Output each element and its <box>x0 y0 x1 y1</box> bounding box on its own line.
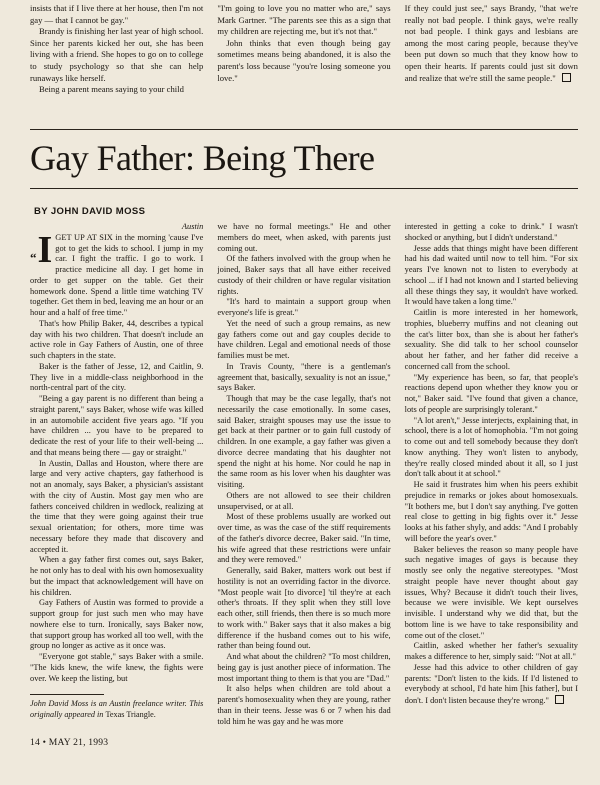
paragraph: "A lot aren't," Jesse interjects, explaining that, in school, there is a lot of homophobia. "I'm not going to come out and tell somebody because they don't know anything. They won't listen to anybody, they're really closed minded about it all, so I just don't talk about it at school." <box>404 415 578 479</box>
page-folio: 14 • MAY 21, 1993 <box>30 737 109 748</box>
open-quote-icon: “ <box>30 249 37 265</box>
paragraph: Caitlin, asked whether her father's sexuality makes a difference to her, simply said: "Not at all." <box>404 641 578 661</box>
paragraph: Caitlin is more interested in her homework, trophies, blueberry muffins and not cleaning out the cat's litter box, than she is about her father's sexuality. She did talk to her school counselor about her father, and her father did receive a concerned call from the school. <box>404 308 578 371</box>
paragraph-text: Jesse had this advice to other children of gay parents: "Don't listen to the kids. If I'd listened to everybody at school, I'd hate him [his father], but I don't. I don't listen because they're wrong." <box>404 662 578 705</box>
paragraph: Of the fathers involved with the group when he joined, Baker says that all have either received custody of their children or have regular visitation rights. <box>217 254 391 296</box>
lead-text: GET UP AT SIX in the morning 'cause I've got to get the kids to school. I jump in my car. I fight the traffic. I go to work. I practice medicine all day. I get home in order to get supper on the table. Get their homework done. Spend a little time watching TV together. Get them in bed, leaving me an hour or an hour and a half of free time." <box>30 232 204 317</box>
article-column-1 <box>30 222 203 722</box>
author-note <box>30 699 203 720</box>
article-headline: Gay Father: Being There <box>30 138 375 178</box>
paragraph: Being a parent means saying to your child <box>39 84 184 95</box>
paragraph: John thinks that even though being gay sometimes means being abandoned, it is also the parent's loss because "you're losing someone you love." <box>217 37 391 83</box>
paragraph: When a gay father first comes out, says Baker, he not only has to deal with his own homosexuality but the impact that acknowledgement will have on his children. <box>30 555 204 597</box>
paragraph: Yet the need of such a group remains, as new gay fathers come out and gay couples decide to have children. Legal and emotional needs of those families must be met. <box>217 318 391 360</box>
paragraph: "My experience has been, so far, that people's reactions depend upon whether they know you or not," Baker said. "I've found that given a chance, lots of people are surprisingly tolerant." <box>404 372 578 414</box>
paragraph: Jesse adds that things might have been different had his dad waited until now to tell him. "For six years I've known not to listen to everybody at school ... if I had not known and I started believing all these things they say, it wouldn't have worked. It would have taken a long time." <box>404 243 578 307</box>
paragraph <box>405 663 578 707</box>
paragraph: In Travis County, "there is a gentleman's agreement that, basically, sexuality is not an issue," says Baker. <box>217 361 391 393</box>
paragraph <box>405 3 578 84</box>
paragraph: That's how Philip Baker, 44, describes a typical day with his two children. That doesn't include an active role in Gay Fathers of Austin, one of three such chapters in the state. <box>30 318 204 360</box>
paragraph: Generally, said Baker, matters work out best if hostility is not an overriding factor in the divorce. "Most people wait [to divorce] 'til they're at each other's throats. If they split when they still love each other, still friends, then there is so much more to work with." Baker says that it also makes a big difference if the husband comes out to his wife, rather than being found out. <box>217 566 391 651</box>
dateline: Austin <box>181 222 204 231</box>
paragraph: Others are not allowed to see their children unsupervised, or at all. <box>217 490 391 511</box>
end-of-article-mark-icon <box>562 73 571 82</box>
paragraph: we have no formal meetings." He and other members do meet, when asked, with parents just coming out. <box>217 222 391 253</box>
article-column-3 <box>405 222 578 722</box>
paragraph: "I'm going to love you no matter who are," says Mark Gartner. "The parents see this as a sign that my children are rejecting me, but it's not that." <box>217 3 391 37</box>
paragraph: Baker is the father of Jesse, 12, and Caitlin, 9. They live in a middle-class neighborhood in the north-central part of the city. <box>30 361 204 393</box>
continuation-column-2 <box>217 3 390 123</box>
paragraph-text: If they could just see," says Brandy, "that we're really not bad people. I think gays, we're really not bad people. I think gays and lesbians are among the most caring people, because they've been put down so much that they know how to open their hearts. If parents could just sit down and realize that we're still the same people." <box>404 3 578 83</box>
paragraph: Though that may be the case legally, that's not necessarily the case emotionally. In some cases, said Baker, straight spouses may use the issue to get back at their partner or to gain full custody of children. In one example, a gay father was given a divorce decree mandating that his daughter not spend the night at his home. Nor could he nap in the same room as his lover when his daughter was visiting. <box>217 394 391 489</box>
section-divider <box>30 129 578 130</box>
headline-underline <box>30 188 578 189</box>
paragraph: It also helps when children are told about a parent's homosexuality when they are young, rather than in their teens. Jesse was 6 or 7 when his dad told him he was gay and he was more <box>217 684 391 726</box>
continuation-column-1 <box>30 3 203 123</box>
end-of-article-mark-icon <box>555 695 564 704</box>
paragraph: interested in getting a coke to drink." I wasn't shocked or anything, but I didn't understand." <box>404 222 578 242</box>
paragraph: "It's hard to maintain a support group when everyone's life is great." <box>217 297 391 317</box>
author-note-divider <box>30 694 104 695</box>
drop-cap <box>30 228 53 273</box>
author-note-text: John David Moss is an Austin freelance writer. This originally appeared in <box>30 699 204 719</box>
paragraph: "Everyone got stable," says Baker with a smile. "The kids knew, the wife knew, the fights were over. We keep the listing, but <box>30 652 204 683</box>
paragraph: "Being a gay parent is no different than being a straight parent," says Baker, whose wife was killed in an automobile accident five years ago. "If you have children ... you have to be prepared to dedicate the rest of your life to their well-being ... and that means being there — gay or straight." <box>30 394 204 457</box>
paragraph: He said it frustrates him when his peers exhibit prejudice in remarks or jokes about homosexuals. "It bothers me, but I don't say anything. I've gotten real close to getting in big fights over it." Jesse looks at his father shyly, and adds: "And I probably will before the year's over." <box>404 480 578 543</box>
lead-paragraph <box>30 228 204 319</box>
paragraph: insists that if I live there at her house, then I'm not gay — that I cannot be gay." <box>30 3 204 25</box>
paragraph: Most of these problems usually are worked out over time, as was the case of the stiff requirements of the father's divorce decree, Baker said. "In time, his wife agreed that these restrictions were unfair and they were removed." <box>217 512 391 565</box>
paragraph: And what about the children? "To most children, being gay is just another piece of information. The most important thing to them is that you are "Dad." <box>217 652 391 683</box>
byline: BY JOHN DAVID MOSS <box>34 206 146 217</box>
paragraph: Gay Fathers of Austin was formed to provide a support group for just such men who may have nowhere else to turn. Ironically, says Baker now, that support group has worked all too well, with the group no longer as active as it once was. <box>30 598 204 651</box>
article-column-2 <box>217 222 391 726</box>
publication-name: Texas Triangle. <box>105 709 156 719</box>
paragraph: In Austin, Dallas and Houston, where there are large and very active chapters, gay fatherhood is not an anomaly, says Baker, a physician's assistant with the city of Austin. Most gay men who are fathers conceived children in wedlock, realizing at the time that they were going against their true sexual orientation; for others, more time was necessary before they made that discovery and accepted it. <box>30 458 204 554</box>
drop-cap-letter: I <box>37 228 53 271</box>
paragraph: Brandy is finishing her last year of high school. Since her parents kicked her out, she has been living with a friend. She hopes to go on to college to study psychology so that she can help runaways like herself. <box>30 26 204 83</box>
paragraph: Baker believes the reason so many people have such negative images of gays is because they mostly see only the negative stereotypes. "Most straight people have never thought about gay issues, Why? Because it didn't touch their lives, because we were invisible. We kept ourselves invisible. I understand why we did that, but the bottom line is we have to take responsibility and come out of the closet." <box>404 544 578 640</box>
previous-article-continuation <box>30 3 578 123</box>
article-body <box>30 222 578 726</box>
continuation-column-3 <box>405 3 578 123</box>
